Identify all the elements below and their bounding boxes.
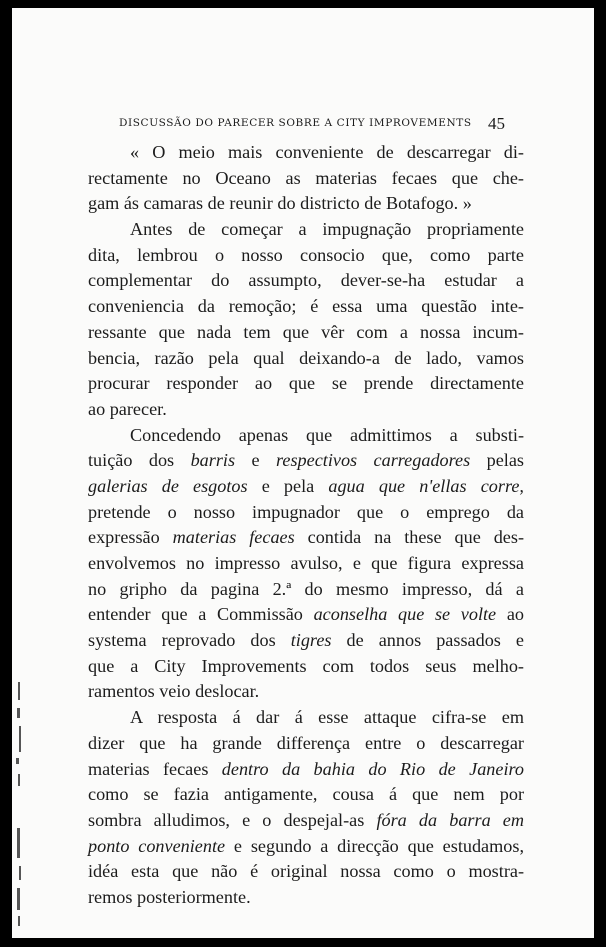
text-line	[88, 525, 524, 551]
italic-text: dentro da bahia do Rio de Janeiro	[221, 758, 524, 779]
text-line	[88, 577, 524, 603]
text-line	[88, 654, 524, 680]
text-segment: complementar do assumpto, dever-se-ha estudar a	[88, 270, 524, 291]
text-segment: remos posteriormente.	[88, 886, 251, 907]
binding-shadow-marks	[14, 678, 28, 938]
book-page	[12, 8, 594, 938]
text-line	[88, 885, 524, 911]
page-number: 45	[488, 114, 505, 133]
text-segment: dita, lembrou o nosso consocio que, como parte	[88, 244, 524, 265]
italic-text: ponto conveniente	[88, 835, 226, 856]
body-text	[88, 140, 524, 911]
text-line	[88, 268, 524, 294]
text-line	[88, 859, 524, 885]
text-line	[88, 551, 524, 577]
text-line	[88, 294, 524, 320]
text-line	[88, 166, 524, 192]
text-segment: Concedendo apenas que admittimos a substi-	[130, 424, 524, 445]
text-line	[88, 191, 524, 217]
text-line	[88, 474, 524, 500]
text-segment: como se fazia antigamente, cousa á que nem por	[88, 784, 524, 805]
text-segment: ao parecer.	[88, 398, 167, 419]
text-segment: pretende o nosso impugnador que o emprego da	[88, 501, 524, 522]
italic-text: fóra da barra em	[376, 809, 524, 830]
text-segment: e pela	[247, 475, 329, 496]
text-line	[88, 500, 524, 526]
text-line	[88, 808, 524, 834]
text-line	[88, 346, 524, 372]
text-segment: entender que a Commissão	[88, 604, 314, 625]
text-segment: ao	[496, 604, 524, 625]
text-segment: conveniencia da remoção; é essa uma questão inte-	[88, 296, 524, 317]
italic-text: tigres	[290, 630, 332, 651]
text-segment: dizer que ha grande differença entre o descarregar	[88, 732, 524, 753]
text-segment: expressão	[88, 527, 173, 548]
text-line	[88, 757, 524, 783]
text-segment: idéa esta que não é original nossa como o mostra-	[88, 861, 524, 882]
text-line	[88, 731, 524, 757]
italic-text: barris	[190, 450, 236, 471]
text-line	[88, 217, 524, 243]
text-segment: e segundo a direcção que estudamos,	[225, 835, 524, 856]
running-head: DISCUSSÃO DO PARECER SOBRE A CITY IMPROVEMENTS	[119, 117, 472, 129]
text-line	[88, 397, 524, 423]
text-segment: e	[235, 450, 276, 471]
text-line	[88, 243, 524, 269]
text-line	[88, 140, 524, 166]
text-segment: systema reprovado dos	[88, 630, 291, 651]
text-segment: que a City Improvements com todos seus melho-	[88, 655, 524, 676]
italic-text: agua que n'ellas corre,	[328, 475, 524, 496]
text-line	[88, 320, 524, 346]
text-line	[88, 602, 524, 628]
text-segment: « O meio mais conveniente de descarregar di-	[130, 142, 524, 162]
text-line	[88, 448, 524, 474]
italic-text: materias fecaes	[172, 527, 295, 548]
text-line	[88, 628, 524, 654]
text-segment: envolvemos no impresso avulso, e que figura expressa	[88, 553, 524, 573]
text-segment: A resposta á dar á esse attaque cifra-se em	[130, 707, 524, 728]
text-segment: no gripho da pagina 2.ª do mesmo impresso, dá a	[88, 578, 524, 599]
text-segment: materias fecaes	[88, 758, 222, 779]
text-segment: de annos passados e	[331, 630, 524, 651]
italic-text: galerias de esgotos	[88, 475, 248, 496]
text-line	[88, 371, 524, 397]
text-line	[88, 834, 524, 860]
text-segment: Antes de começar a impugnação propriamente	[130, 219, 524, 240]
text-segment: pelas	[470, 450, 524, 471]
text-segment: procurar responder ao que se prende directamente	[88, 373, 524, 394]
text-line	[88, 782, 524, 808]
text-segment: rectamente no Oceano as materias fecaes que che-	[88, 167, 524, 188]
text-line	[88, 705, 524, 731]
text-segment: ramentos veio deslocar.	[88, 681, 260, 702]
text-segment: gam ás camaras de reunir do districto de Botafogo. »	[88, 193, 472, 214]
text-segment: contida na these que des-	[294, 527, 524, 548]
text-segment: sombra alludimos, e o despejal-as	[88, 809, 377, 830]
text-segment: ressante que nada tem que vêr com a nossa incum-	[88, 321, 524, 342]
text-segment: bencia, razão pela qual deixando-a de lado, vamos	[88, 347, 524, 368]
text-segment: tuição dos	[88, 450, 191, 471]
text-line	[88, 423, 524, 449]
italic-text: aconselha que se volte	[313, 604, 497, 625]
text-line	[88, 679, 524, 705]
italic-text: respectivos carregadores	[275, 450, 471, 471]
